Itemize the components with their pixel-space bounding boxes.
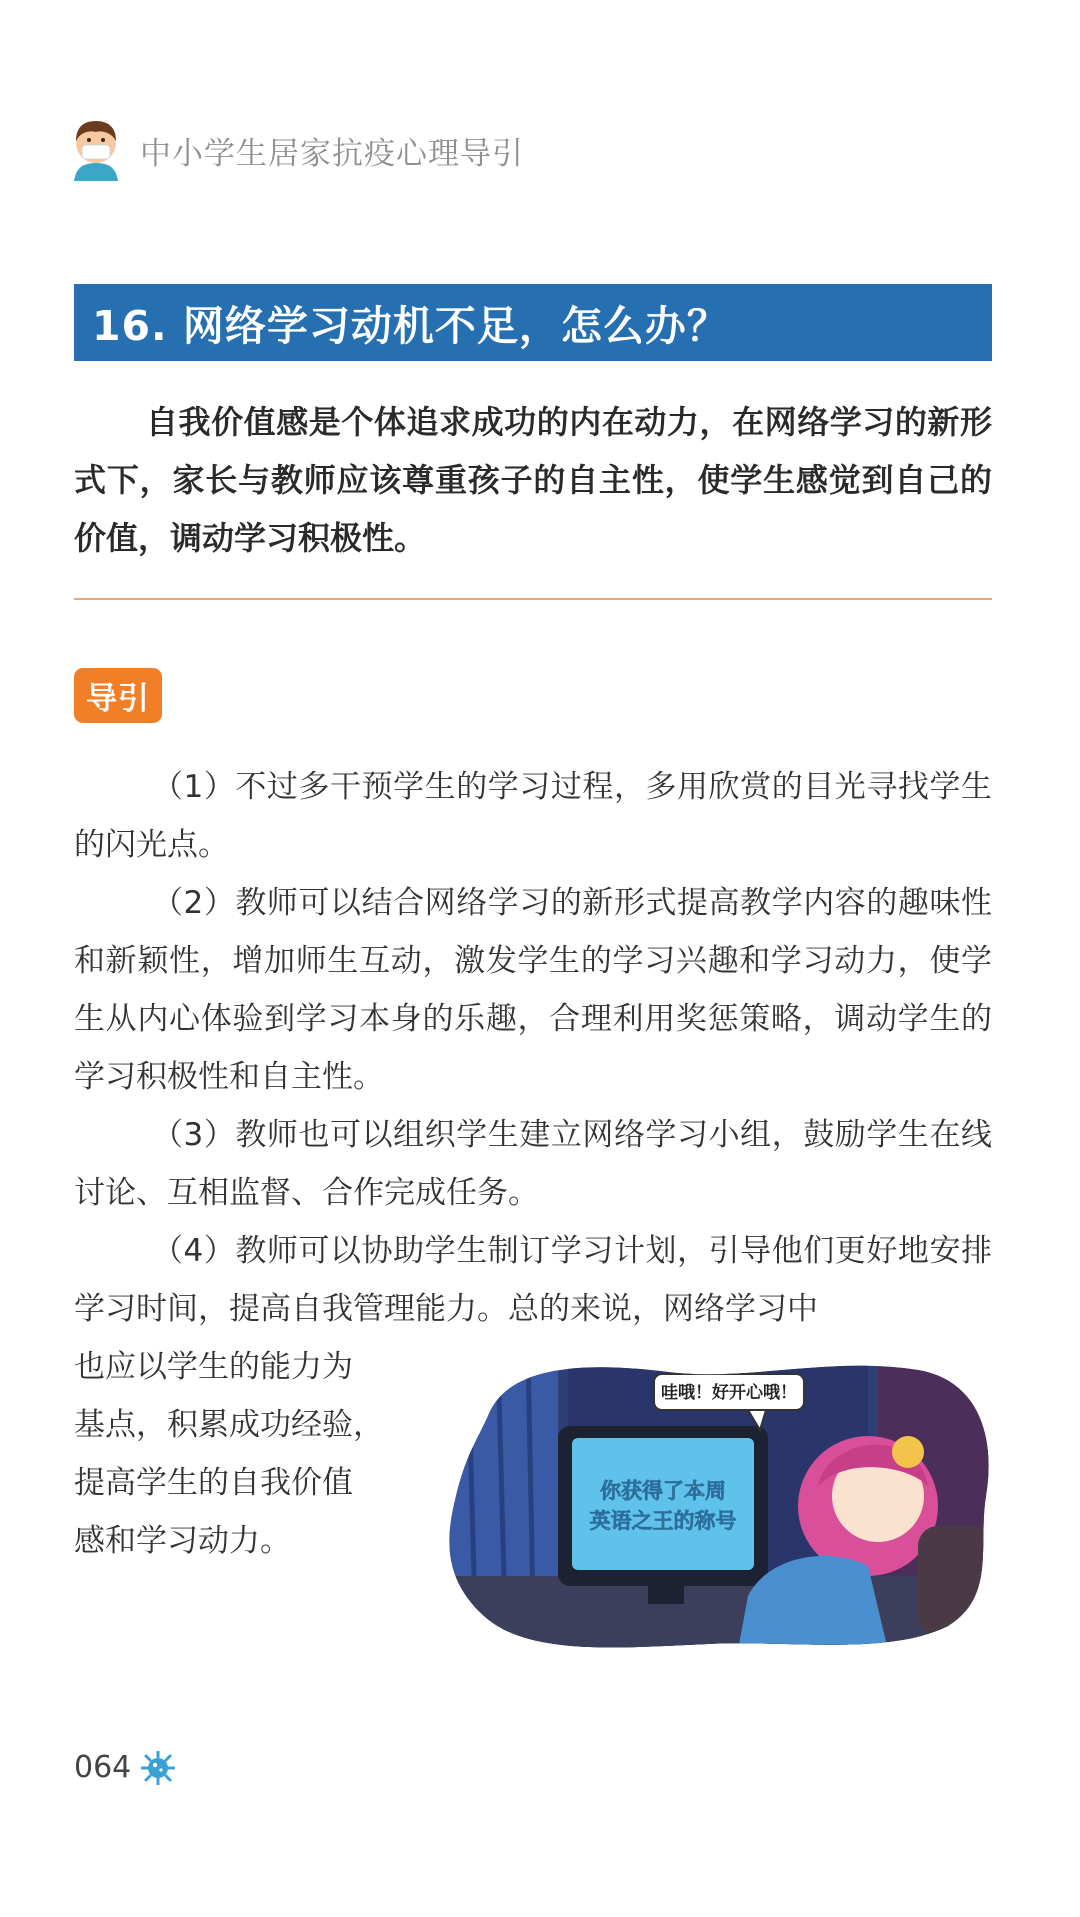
guide-item-1: （1）不过多干预学生的学习过程，多用欣赏的目光寻找学生的闪光点。	[74, 769, 992, 863]
speech-text: 哇哦！好开心哦！	[661, 1383, 797, 1403]
screen-text-line-2: 英语之王的称号	[589, 1509, 737, 1533]
divider-line	[74, 598, 992, 600]
running-header-title: 中小学生居家抗疫心理导引	[140, 135, 524, 172]
masked-boy-icon	[72, 119, 120, 181]
monitor-screen	[572, 1438, 754, 1570]
guide-tail-line-3: 提高学生的自我价值	[74, 1465, 353, 1501]
screen-text-line-1: 你获得了本周	[600, 1479, 726, 1503]
section-title-bar	[74, 284, 992, 361]
section-title: 16. 网络学习动机不足，怎么办？	[92, 302, 729, 350]
guide-item-3: （3）教师也可以组织学生建立网络学习小组，鼓励学生在线讨论、互相监督、合作完成任务。	[74, 1117, 992, 1211]
page-footer	[74, 1750, 175, 1785]
cartoon-illustration	[448, 1356, 992, 1650]
guide-tail-line-4: 感和学习动力。	[74, 1523, 291, 1559]
page-number: 064	[74, 1750, 132, 1785]
desk	[448, 1576, 992, 1650]
guide-tail-line-1: 也应以学生的能力为	[74, 1349, 353, 1385]
chair	[918, 1526, 992, 1636]
guide-item-4: （4）教师可以协助学生制订学习计划，引导他们更好地安排学习时间，提高自我管理能力。总的来说，网络学习中	[74, 1233, 992, 1327]
intro-paragraph: 自我价值感是个体追求成功的内在动力，在网络学习的新形式下，家长与教师应该尊重孩子的自主性，使学生感觉到自己的价值，调动学习积极性。	[74, 403, 992, 557]
guide-badge: 导引	[74, 668, 162, 723]
guide-tail-line-2: 基点，积累成功经验，	[74, 1407, 384, 1443]
running-header	[72, 118, 524, 182]
virus-icon	[141, 1751, 175, 1785]
guide-item-2: （2）教师可以结合网络学习的新形式提高教学内容的趣味性和新颖性，增加师生互动，激发学生的学习兴趣和学习动力，使学生从内心体验到学习本身的乐趣，合理利用奖惩策略，调动学生的学习积极性和自主性。	[74, 885, 992, 1095]
